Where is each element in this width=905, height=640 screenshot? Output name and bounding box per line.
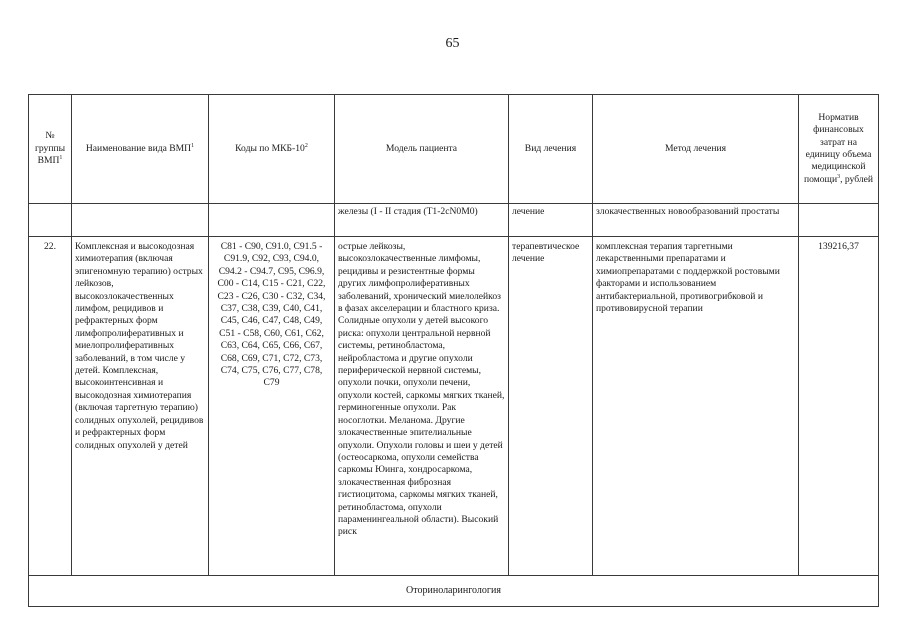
cont-name-cell: [72, 204, 209, 237]
header-method: Метод лечения: [593, 95, 799, 204]
vmp-name-cell: Комплексная и высокодозная химиотерапия (включая эпигеномную терапию) острых лейкозов, высокозлокачественных лимфом, рецидивов и рефрактерных форм лимфопролиферативных и миелопролиферативных заболеваний, в том числе у детей. Комплексная, высокоинтенсивная и высокодозная химиотерапия (включая таргетную терапию) солидных опухолей, рецидивов и рефрактерных форм солидных опухолей у детей: [72, 237, 209, 576]
cost-cell: 139216,37: [799, 237, 879, 576]
cont-model-cell: железы (I - II стадия (T1-2cN0M0): [335, 204, 509, 237]
header-row: [29, 95, 879, 204]
treatment-type-cell: терапевтическое лечение: [509, 237, 593, 576]
page-number: 65: [445, 36, 460, 51]
vmp-table: [28, 94, 879, 607]
header-treatment-type: Вид лечения: [509, 95, 593, 204]
cont-cost-cell: [799, 204, 879, 237]
treatment-method-cell: комплексная терапия таргетными лекарственными препаратами и химиопрепаратами с поддержкой ростовыми факторами и использованием антибактериальной, противогрибковой и противовирусной терапии: [593, 237, 799, 576]
patient-model-cell: острые лейкозы, высокозлокачественные лимфомы, рецидивы и резистентные формы других лимфопролиферативных заболеваний, хронический миелолейкоз в фазах акселерации и бластного криза. Солидные опухоли у детей высокого риска: опухоли центральной нервной системы, ретинобластома, нейробластома и другие опухоли периферической нервной системы, опухоли почки, опухоли печени, опухоли костей, саркомы мягких тканей, герминогенные опухоли. Рак носоглотки. Меланома. Другие злокачественные эпителиальные опухоли. Опухоли головы и шеи у детей (остеосаркома, опухоли семейства саркомы Юинга, хондросаркома, злокачественная фиброзная гистиоцитома, саркомы мягких тканей, ретинобластома, опухоли параменингеальной области). Высокий риск: [335, 237, 509, 576]
continuation-row: [29, 204, 879, 237]
header-codes: Коды по МКБ-$10^2$: [209, 95, 335, 204]
header-model: Модель пациента: [335, 95, 509, 204]
cont-group-cell: [29, 204, 72, 237]
group-number-cell: 22.: [29, 237, 72, 576]
cont-method-cell: злокачественных новообразований простаты: [593, 204, 799, 237]
icd-codes-cell: C81 - C90, C91.0, C91.5 - C91.9, C92, C93, C94.0, C94.2 - C94.7, C95, C96.9, C00 - C14, C15 - C21, C22, C23 - C26, C30 - C32, C34, C37, C38, C39, C40, C41, C45, C46, C47, C48, C49, C51 - C58, C60, C61, C62, C63, C64, C65, C66, C67, C68, C69, C71, C72, C73, C74, C75, C76, C77, C78, C79: [209, 237, 335, 576]
section-title: Оториноларингология: [29, 576, 879, 607]
cont-treatment-cell: лечение: [509, 204, 593, 237]
cont-codes-cell: [209, 204, 335, 237]
header-group: № группы ВМП$^1$: [29, 95, 72, 204]
header-cost: Норматив финансовых затрат на единицу объема медицинской помощи$^3$, рублей: [799, 95, 879, 204]
table-row: [29, 237, 879, 576]
header-name: Наименование вида ВМП$^1$: [72, 95, 209, 204]
section-row: [29, 576, 879, 607]
